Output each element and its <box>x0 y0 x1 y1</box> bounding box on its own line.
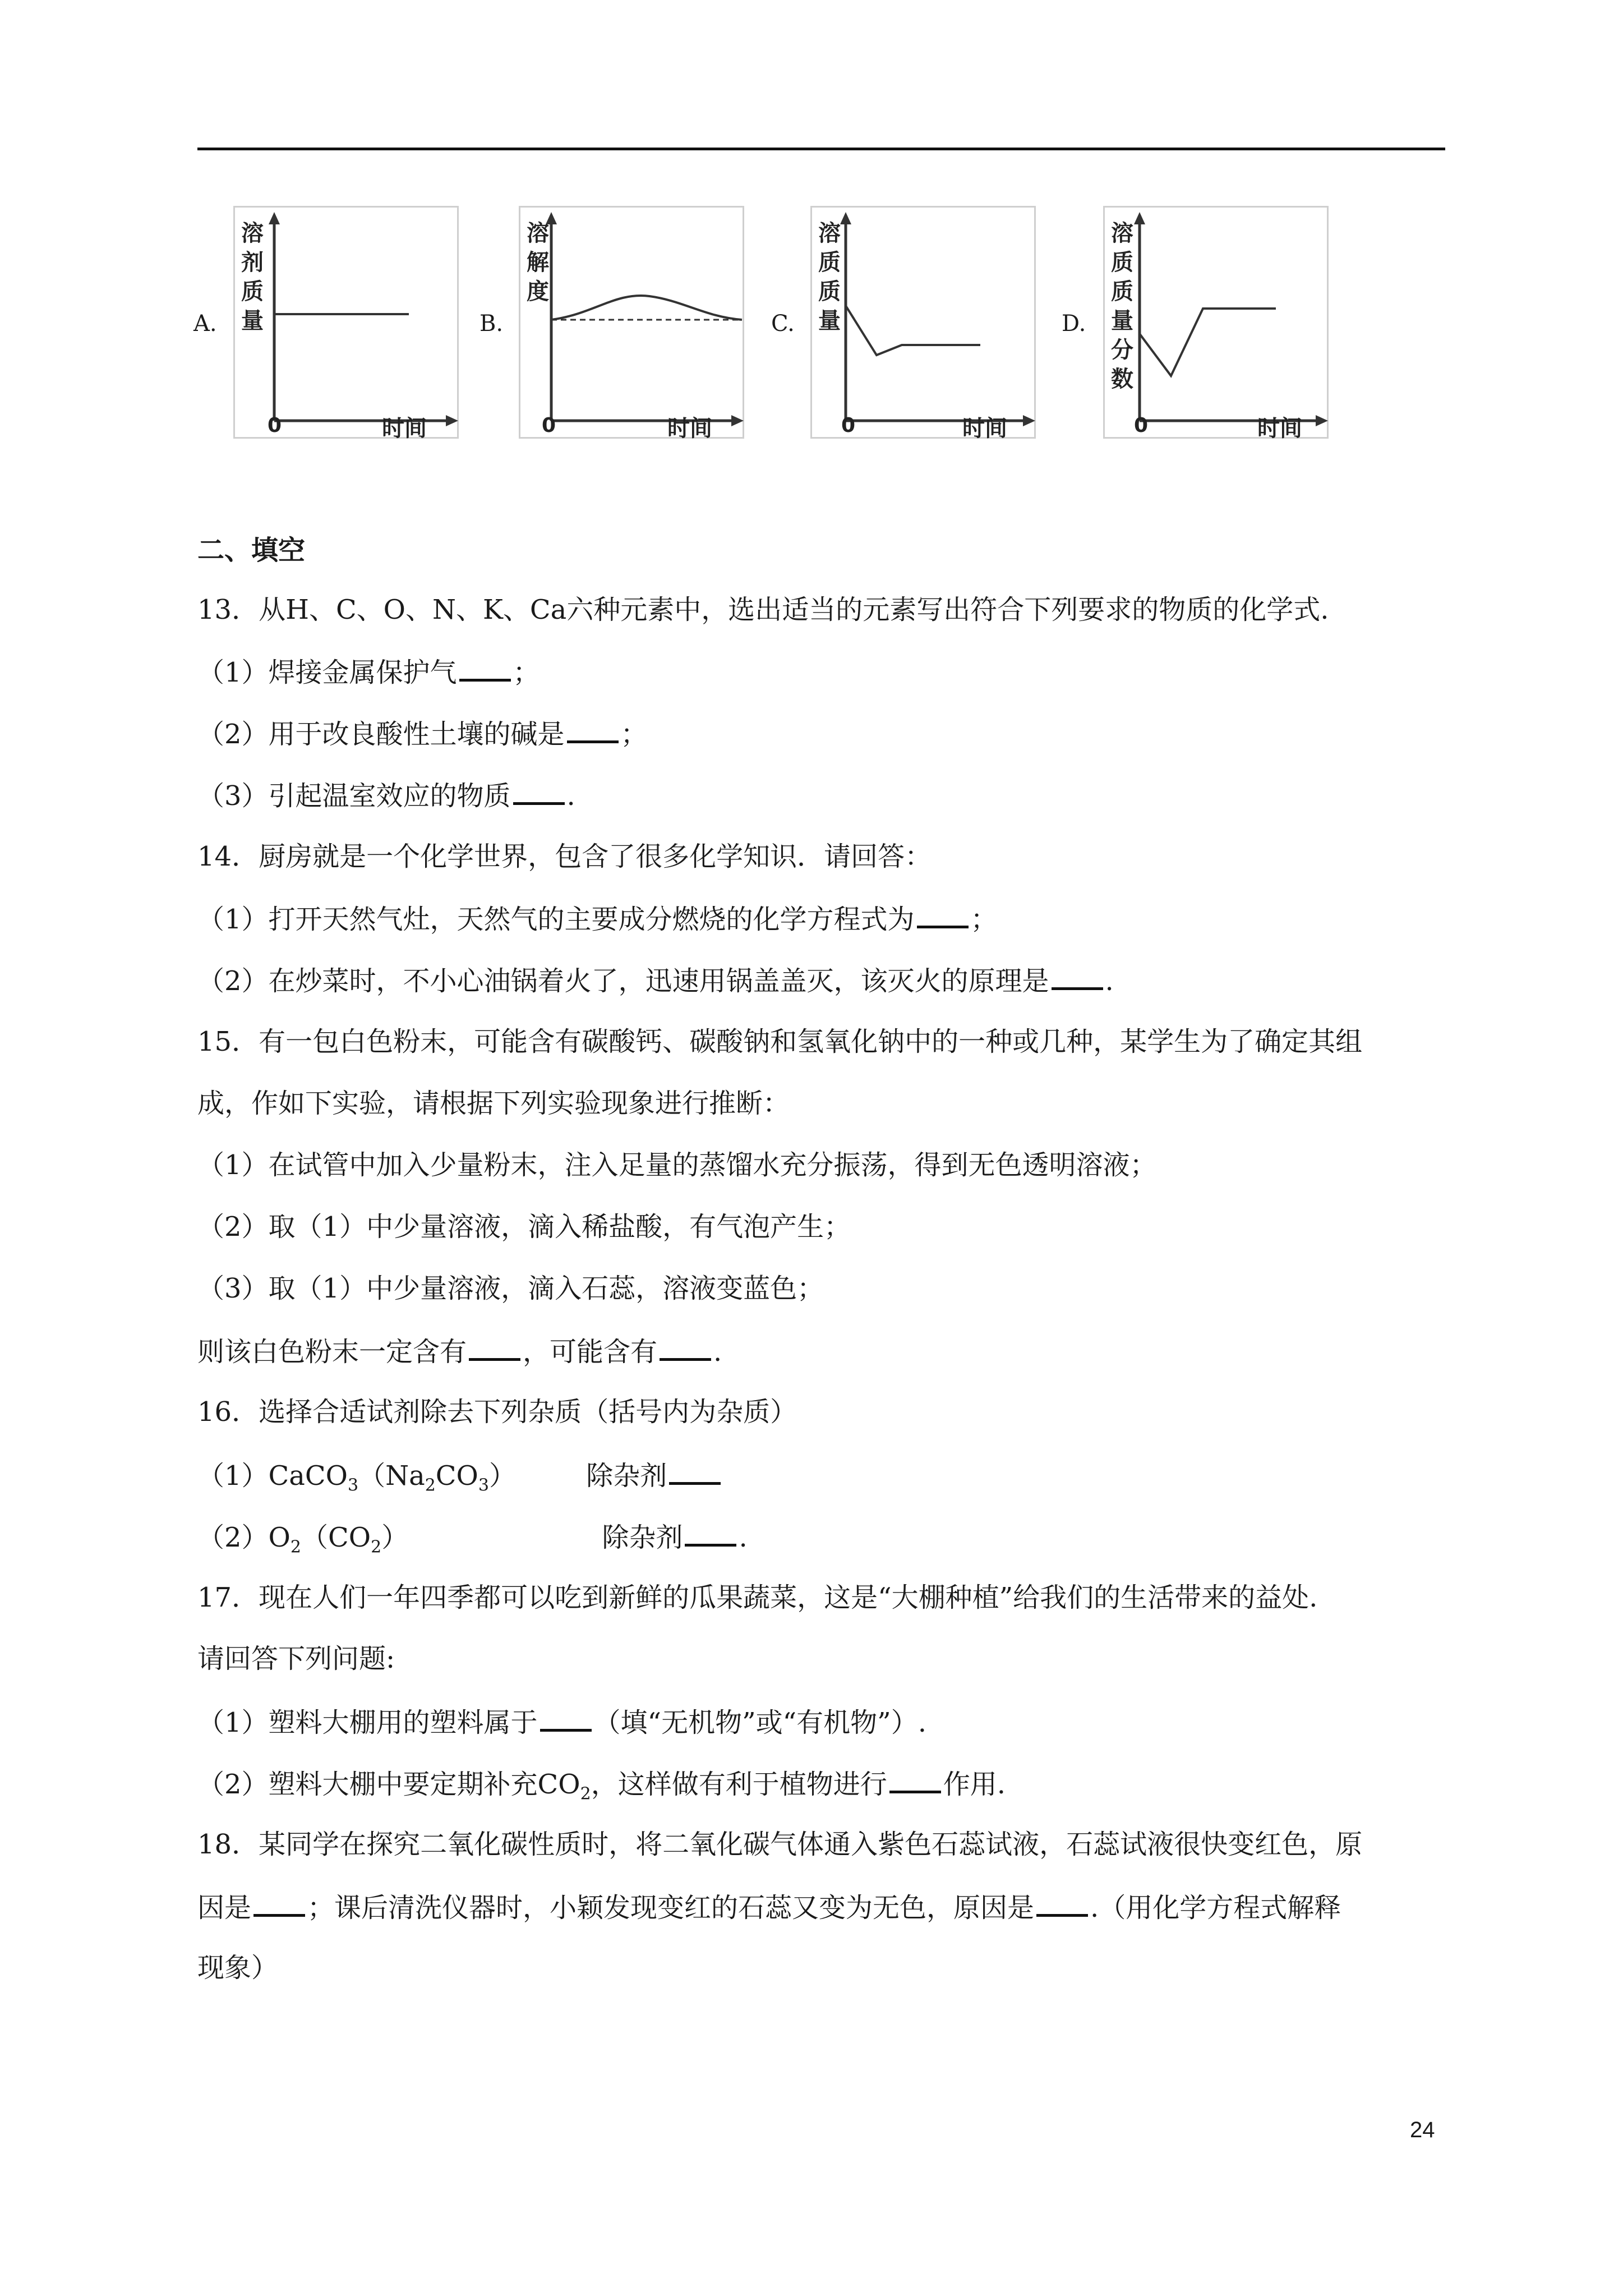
option-c-curve <box>846 306 980 355</box>
option-c-plot <box>812 208 1038 440</box>
option-d-xlabel: 时间 <box>1257 416 1302 441</box>
answer-blank <box>685 1519 736 1547</box>
q16-stem: 16．选择合适试剂除去下列杂质（括号内为杂质） <box>197 1396 797 1428</box>
answer-blank <box>889 1766 941 1793</box>
q14-stem: 14．厨房就是一个化学世界，包含了很多化学知识．请回答： <box>197 841 932 872</box>
answer-blank <box>540 1704 592 1732</box>
q13-part2: （2）用于改良酸性土壤的碱是 ； <box>197 716 648 751</box>
option-b-ylabel: 溶解度 <box>527 220 549 305</box>
q13-part1: （1）焊接金属保护气 ； <box>197 654 540 689</box>
option-d-graph <box>1103 206 1329 439</box>
q14-part2: （2）在炒菜时，不小心油锅着火了，迅速用锅盖盖灭，该灭火的原理是 . <box>197 963 1114 998</box>
q18-line3: 现象） <box>197 1952 279 1984</box>
q17-stem-line1: 17．现在人们一年四季都可以吃到新鲜的瓜果蔬菜，这是“大棚种植”给我们的生活带来的益处. <box>197 1582 1318 1613</box>
q15-part1: （1）在试管中加入少量粉末，注入足量的蒸馏水充分振荡，得到无色透明溶液； <box>197 1149 1157 1181</box>
page-number: 24 <box>1410 2118 1435 2142</box>
q14-part1: （1）打开天然气灶，天然气的主要成分燃烧的化学方程式为 ； <box>197 901 998 936</box>
q15-part2: （2）取（1）中少量溶液，滴入稀盐酸，有气泡产生； <box>197 1211 851 1243</box>
option-b-letter: B. <box>479 311 504 337</box>
option-b-curve <box>551 296 742 320</box>
header-rule <box>197 148 1445 150</box>
answer-blank <box>660 1333 711 1361</box>
option-b-zero: 0 <box>542 414 556 437</box>
q15-conclusion: 则该白色粉末一定含有 ，可能含有 . <box>197 1333 722 1369</box>
answer-blank <box>917 901 969 928</box>
answer-options-graphs <box>193 206 1450 441</box>
option-a-ylabel: 溶剂质量 <box>241 220 264 334</box>
q15-stem-line1: 15．有一包白色粉末，可能含有碳酸钙、碳酸钠和氢氧化钠中的一种或几种，某学生为了确定其组 <box>197 1026 1363 1057</box>
q17-stem-line2: 请回答下列问题: <box>197 1643 395 1674</box>
answer-blank <box>459 654 511 682</box>
option-c-xlabel: 时间 <box>962 416 1007 441</box>
answer-blank <box>1036 1889 1088 1917</box>
q18-line2: 因是 ；课后清洗仪器时，小颖发现变红的石蕊又变为无色，原因是 .（用化学方程式解释 <box>197 1889 1341 1925</box>
answer-blank <box>567 716 619 743</box>
option-b-plot <box>520 208 746 440</box>
option-d-zero: 0 <box>1134 414 1149 437</box>
q15-stem-line2: 成，作如下实验，请根据下列实验现象进行推断： <box>197 1088 790 1119</box>
option-c-ylabel: 溶质质量 <box>818 220 841 334</box>
q13-stem: 13．从H、C、O、N、K、Ca六种元素中，选出适当的元素写出符合下列要求的物质的化学式. <box>197 594 1329 625</box>
section-title: 二、填空 <box>197 535 306 566</box>
option-a-letter: A. <box>193 311 217 337</box>
option-a-zero: 0 <box>268 414 282 437</box>
q17-part2: （2）塑料大棚中要定期补充$CO_2$，这样做有利于植物进行 作用. <box>197 1766 1006 1811</box>
answer-blank <box>469 1333 520 1361</box>
option-c-letter: C. <box>771 311 795 337</box>
option-d-plot <box>1105 208 1330 440</box>
option-a-graph <box>233 206 459 439</box>
q15-part3: （3）取（1）中少量溶液，滴入石蕊，溶液变蓝色； <box>197 1273 824 1304</box>
option-c-graph <box>810 206 1036 439</box>
option-a-xlabel: 时间 <box>382 416 427 441</box>
option-b-xlabel: 时间 <box>667 416 712 441</box>
q18-line1: 18．某同学在探究二氧化碳性质时，将二氧化碳气体通入紫色石蕊试液，石蕊试液很快变红色，原 <box>197 1829 1363 1860</box>
q16-part2: $(2)O_2(CO_2)$ 除杂剂 . <box>197 1519 748 1565</box>
option-d-curve <box>1140 309 1276 376</box>
option-d-ylabel: 溶质质量分数 <box>1111 220 1133 392</box>
option-a-plot <box>235 208 460 440</box>
answer-blank <box>1052 963 1103 990</box>
q13-part3: （3）引起温室效应的物质 . <box>197 777 575 813</box>
option-d-letter: D. <box>1062 311 1086 337</box>
answer-blank <box>513 777 565 805</box>
q17-part1: （1）塑料大棚用的塑料属于 （填“无机物”或“有机物”）. <box>197 1704 926 1740</box>
option-c-zero: 0 <box>841 414 856 437</box>
answer-blank <box>669 1457 721 1485</box>
answer-blank <box>253 1889 305 1917</box>
option-b-graph <box>519 206 744 439</box>
q16-part1: $(1)CaCO_3(Na_2CO_3)$ 除杂剂 <box>197 1457 723 1503</box>
